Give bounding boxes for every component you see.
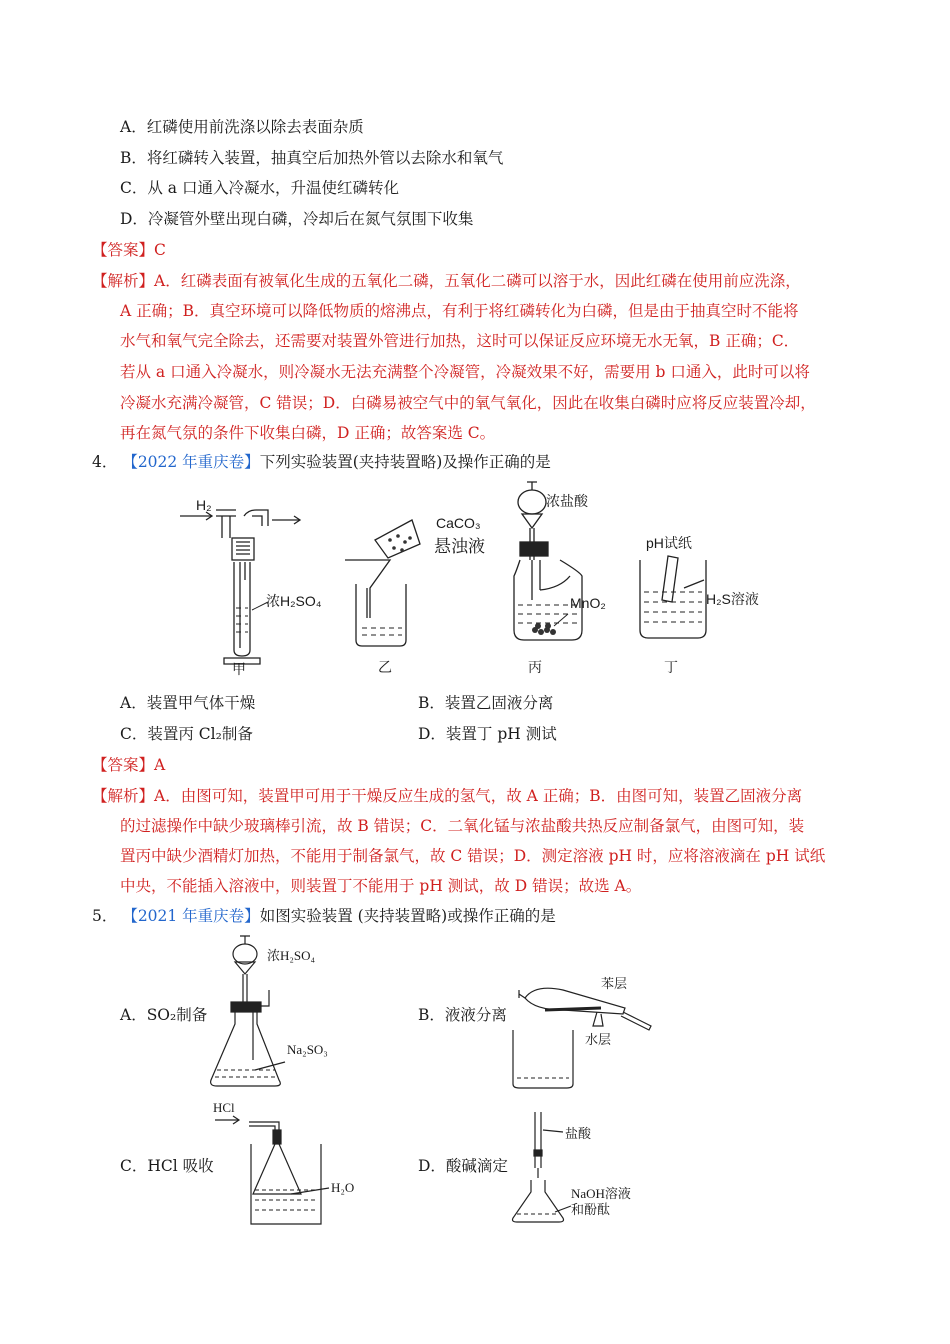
q5-option-a: A．SO₂制备 bbox=[120, 1006, 208, 1024]
answer-value: C bbox=[154, 241, 166, 259]
q4-analysis-line-1 bbox=[92, 786, 802, 806]
label-hcl: HCl bbox=[213, 1100, 235, 1115]
label-mno2: MnO₂ bbox=[570, 595, 606, 611]
q4-analysis-line-2: 的过滤操作中缺少玻璃棒引流，故 B 错误；C．二氧化锰与浓盐酸共热反应制备氯气，由图可知，装 bbox=[120, 817, 805, 835]
label-water: H₂O bbox=[331, 1180, 355, 1195]
q5-figure-c bbox=[205, 1098, 355, 1228]
label-caco3: CaCO₃ bbox=[436, 515, 481, 531]
analysis-text: A．由图可知，装置甲可用于干燥反应生成的氢气，故 A 正确；B．由图可知，装置乙固液分离 bbox=[154, 787, 803, 805]
q3-option-a: A．红磷使用前洗涤以除去表面杂质 bbox=[120, 118, 364, 136]
label-water-layer: 水层 bbox=[585, 1032, 612, 1047]
label-yi: 乙 bbox=[378, 659, 392, 675]
q4-option-b: B．装置乙固液分离 bbox=[418, 694, 554, 712]
question-source: 【2021 年重庆卷】 bbox=[122, 907, 260, 925]
answer-tag: 【答案】 bbox=[92, 756, 155, 774]
q5-option-d: D．酸碱滴定 bbox=[418, 1157, 508, 1175]
apparatus-ding bbox=[640, 556, 706, 638]
question-text: 下列实验装置(夹持装置略)及操作正确的是 bbox=[259, 453, 551, 471]
q3-analysis-line-6: 再在氮气氛的条件下收集白磷，D 正确；故答案选 C。 bbox=[120, 424, 496, 442]
label-hcl: 浓盐酸 bbox=[546, 493, 588, 509]
analysis-tag: 【解析】 bbox=[92, 272, 155, 290]
q4-answer bbox=[92, 755, 165, 775]
label-h2: H₂ bbox=[196, 497, 212, 513]
question-text: 如图实验装置 (夹持装置略)或操作正确的是 bbox=[259, 907, 556, 925]
q4-option-c: C．装置丙 Cl₂制备 bbox=[120, 725, 253, 743]
question-number: 4． bbox=[92, 453, 118, 471]
label-acid: 浓H₂SO₄ bbox=[266, 593, 322, 609]
q4-stem bbox=[92, 452, 551, 472]
analysis-text: A．红磷表面有被氧化生成的五氧化二磷，五氧化二磷可以溶于水，因此红磷在使用前应洗涤， bbox=[154, 272, 801, 290]
q3-option-b: B．将红磷转入装置，抽真空后加热外管以去除水和氧气 bbox=[120, 149, 504, 167]
label-bing: 丙 bbox=[528, 659, 542, 675]
q3-option-c: C．从 a 口通入冷凝水，升温使红磷转化 bbox=[120, 179, 399, 197]
q4-analysis-line-3: 置丙中缺少酒精灯加热，不能用于制备氯气，故 C 错误；D．测定溶液 pH 时，应将溶液滴在 pH 试纸 bbox=[120, 847, 826, 865]
q3-analysis-line-4: 若从 a 口通入冷凝水，则冷凝水无法充满整个冷凝管，冷凝效果不好，需要用 b 口通入，此时可以将 bbox=[120, 363, 810, 381]
q5-stem bbox=[92, 906, 556, 926]
answer-tag: 【答案】 bbox=[92, 241, 155, 259]
q5-option-c: C．HCl 吸收 bbox=[120, 1157, 214, 1175]
question-number: 5． bbox=[92, 907, 118, 925]
q3-option-d: D．冷凝管外壁出现白磷，冷却后在氮气氛围下收集 bbox=[120, 210, 474, 228]
analysis-tag: 【解析】 bbox=[92, 787, 155, 805]
q4-analysis-line-4: 中央，不能插入溶液中，则装置丁不能用于 pH 测试，故 D 错误；故选 A。 bbox=[120, 877, 642, 895]
q5-figure-a bbox=[205, 930, 335, 1090]
answer-value: A bbox=[154, 756, 166, 774]
q3-analysis-line-5: 冷凝水充满冷凝管，C 错误；D．白磷易被空气中的氧气氧化，因此在收集白磷时应将反应装置冷却， bbox=[120, 394, 816, 412]
q4-option-a: A．装置甲气体干燥 bbox=[120, 694, 256, 712]
question-source: 【2022 年重庆卷】 bbox=[122, 453, 260, 471]
label-hcl-acid: 盐酸 bbox=[565, 1126, 592, 1141]
q5-figure-b bbox=[505, 970, 665, 1090]
q4-option-d: D．装置丁 pH 测试 bbox=[418, 725, 557, 743]
label-acid: 浓H₂SO₄ bbox=[267, 948, 316, 963]
q5-option-b: B．液液分离 bbox=[418, 1006, 507, 1024]
q4-figure bbox=[0, 480, 950, 680]
label-jia: 甲 bbox=[232, 661, 246, 677]
label-h2s: H₂S溶液 bbox=[706, 591, 759, 607]
label-ph-paper: pH试纸 bbox=[646, 535, 692, 551]
label-phenolphthalein: 和酚酞 bbox=[571, 1202, 611, 1217]
q5-figure-d bbox=[505, 1110, 655, 1230]
q3-analysis-line-1 bbox=[92, 271, 801, 291]
apparatus-jia bbox=[180, 510, 300, 664]
q3-analysis-line-3: 水气和氧气完全除去，还需要对装置外管进行加热，这时可以保证反应环境无水无氧，B 正确；C． bbox=[120, 332, 800, 350]
label-naoh: NaOH溶液 bbox=[571, 1186, 631, 1201]
q3-answer bbox=[92, 240, 166, 260]
label-ding: 丁 bbox=[664, 659, 678, 675]
label-suspension: 悬浊液 bbox=[434, 537, 485, 556]
label-benzene-layer: 苯层 bbox=[601, 976, 628, 991]
label-salt: Na₂SO₃ bbox=[287, 1042, 328, 1057]
q3-analysis-line-2: A 正确；B．真空环境可以降低物质的熔沸点，有利于将红磷转化为白磷，但是由于抽真空时不能将 bbox=[120, 302, 799, 320]
